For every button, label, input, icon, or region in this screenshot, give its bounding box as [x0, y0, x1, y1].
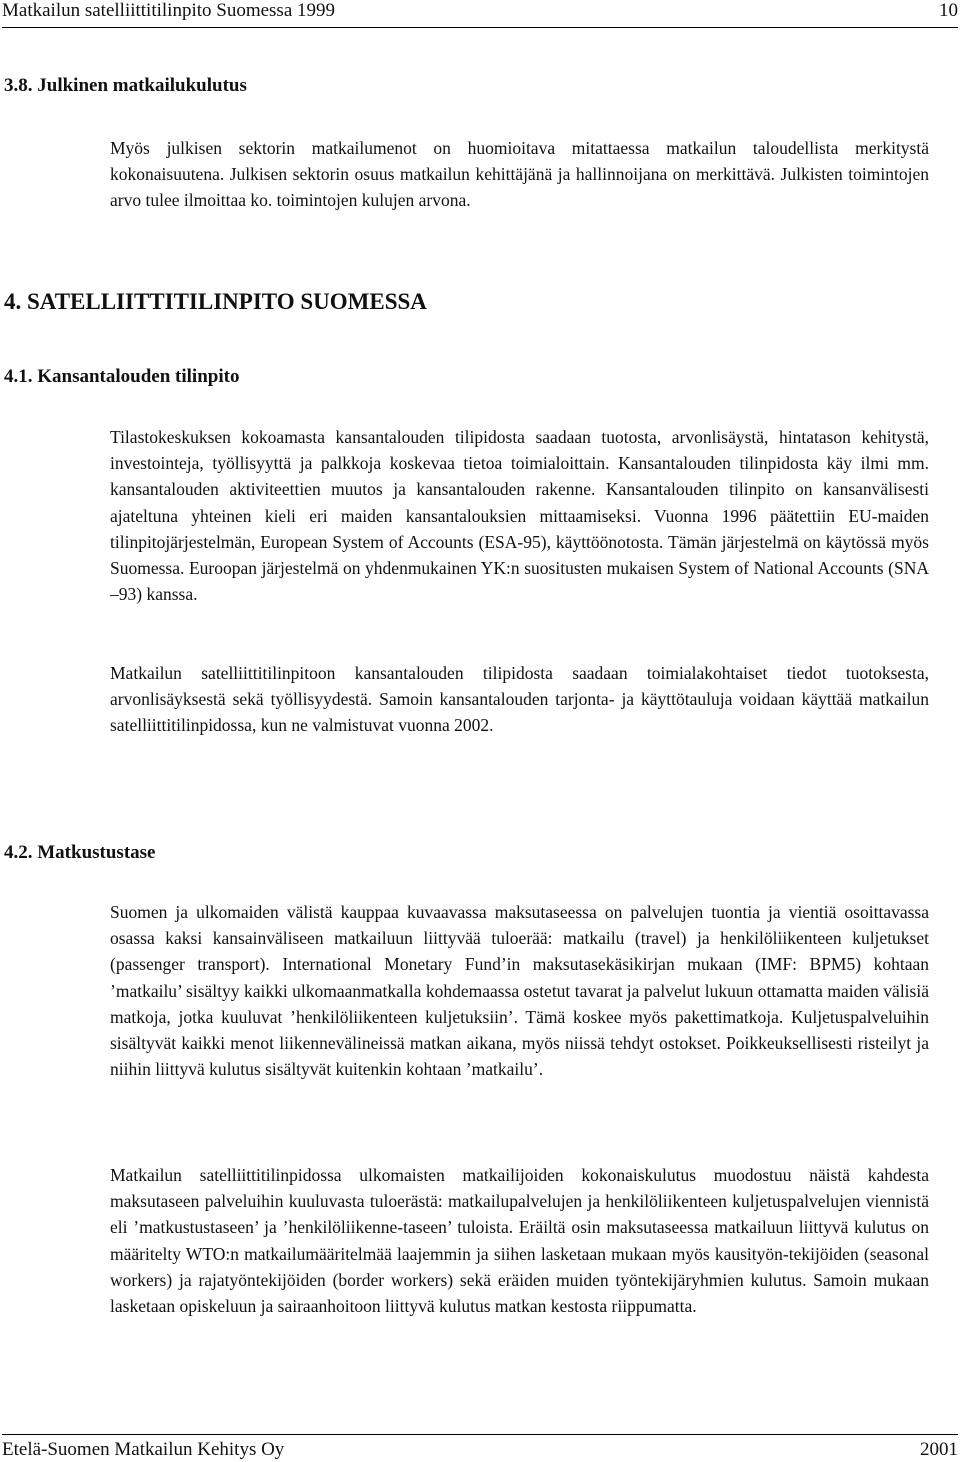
- paragraph-public-tourism: Myös julkisen sektorin matkailumenot on huomioitava mitattaessa matkailun taloudellista merkitystä kokonaisuutena. Julkisen sektorin osuus matkailun kehittäjänä ja hallinnoijana on merkittävä. Julkisten toimintojen arvo tulee ilmoittaa ko. toimintojen kulujen arvona.: [110, 138, 929, 211]
- page-header: [2, 0, 958, 28]
- page-number: 10: [939, 0, 958, 21]
- paragraph-balance-of-travel-2: Matkailun satelliittitilinpidossa ulkomaisten matkailijoiden kokonaiskulutus muodostuu näistä kahdesta maksutaseen palveluihin kuuluvasta tuloerästä: matkailupalvelujen ja henkilöliikenteen kuljetuspalvelujen viennistä eli ’matkustustaseen’ ja ’henkilöliikenne-taseen’ tuloista. Eräiltä osin maksutaseessa matkailuun liittyvä kulutus on määritelty WTO:n matkailumääritelmää laajemmin ja siihen lasketaan mukaan myös kausityön-tekijöiden (seasonal workers) ja rajatyöntekijöiden (border workers) sekä eräiden muiden työntekijäryhmien kulutus. Samoin mukaan lasketaan opiskeluun ja sairaanhoitoon liittyvä kulutus matkan kestosta riippumatta.: [110, 1165, 929, 1317]
- paragraph-national-accounts-2: Matkailun satelliittitilinpitoon kansantalouden tilipidosta saadaan toimialakohtaiset tiedot tuotoksesta, arvonlisäyksestä sekä työllisyydestä. Samoin kansantalouden tarjonta- ja käyttötauluja voidaan käyttää matkailun satelliittitilinpidossa, kun ne valmistuvat vuonna 2002.: [110, 663, 929, 736]
- section-heading-4-2: 4.2. Matkustustase: [4, 842, 156, 863]
- chapter-heading-4: 4. SATELLIITTITILINPITO SUOMESSA: [4, 289, 427, 314]
- paragraph-national-accounts-1: Tilastokeskuksen kokoamasta kansantalouden tilipidosta saadaan tuotosta, arvonlisäystä, hintatason kehitystä, investointeja, työllisyyttä ja palkkoja koskevaa tietoa toimialoittain. Kansantalouden tilinpidosta käy ilmi mm. kansantalouden aktiviteettien muutos ja kansantalouden rakenne. Kansantalouden tilinpito on kansanvälisesti ajateltuna yhteinen kieli eri maiden kansantalouksien mittaamiseksi. Vuonna 1996 päätettiin EU-maiden tilinpitojärjestelmän, European System of Accounts (ESA-95), käyttöönotosta. Tämän järjestelmä on käytössä myös Suomessa. Euroopan järjestelmä on yhdenmukainen YK:n suositusten mukaisen System of National Accounts (SNA –93) kanssa.: [110, 427, 929, 605]
- paragraph-balance-of-travel-1: Suomen ja ulkomaiden välistä kauppaa kuvaavassa maksutaseessa on palvelujen tuontia ja vientiä osoittavassa osassa kaksi kansainväliseen matkailuun liittyvää tuloerää: matkailu (travel) ja henkilöliikenteen kuljetukset (passenger transport). International Monetary Fund’in maksutasekäsikirjan mukaan (IMF: BPM5) kohtaan ’matkailu’ sisältyy kaikki ulkomaanmatkalla kohdemaassa ostetut tavarat ja palvelut lukuun ottamatta maiden välisiä matkoja, jotka kuuluvat ’henkilöliikenteen kuljetuksiin’. Tämä koskee myös pakettimatkoja. Kuljetuspalveluihin sisältyvät kaikki menot liikennevälineissä matkan aikana, myös niissä tehdyt ostokset. Poikkeuksellisesti risteilyt ja niihin liittyvä kulutus sisältyvät kuitenkin kohtaan ’matkailu’.: [110, 902, 929, 1080]
- footer-year: 2001: [920, 1439, 958, 1460]
- page-footer: [2, 1434, 958, 1462]
- footer-organization: Etelä-Suomen Matkailun Kehitys Oy: [2, 1439, 285, 1460]
- section-heading-4-1: 4.1. Kansantalouden tilinpito: [4, 366, 240, 387]
- header-title: Matkailun satelliittitilinpito Suomessa 1999: [2, 0, 336, 21]
- section-heading-3-8: 3.8. Julkinen matkailukulutus: [4, 75, 247, 96]
